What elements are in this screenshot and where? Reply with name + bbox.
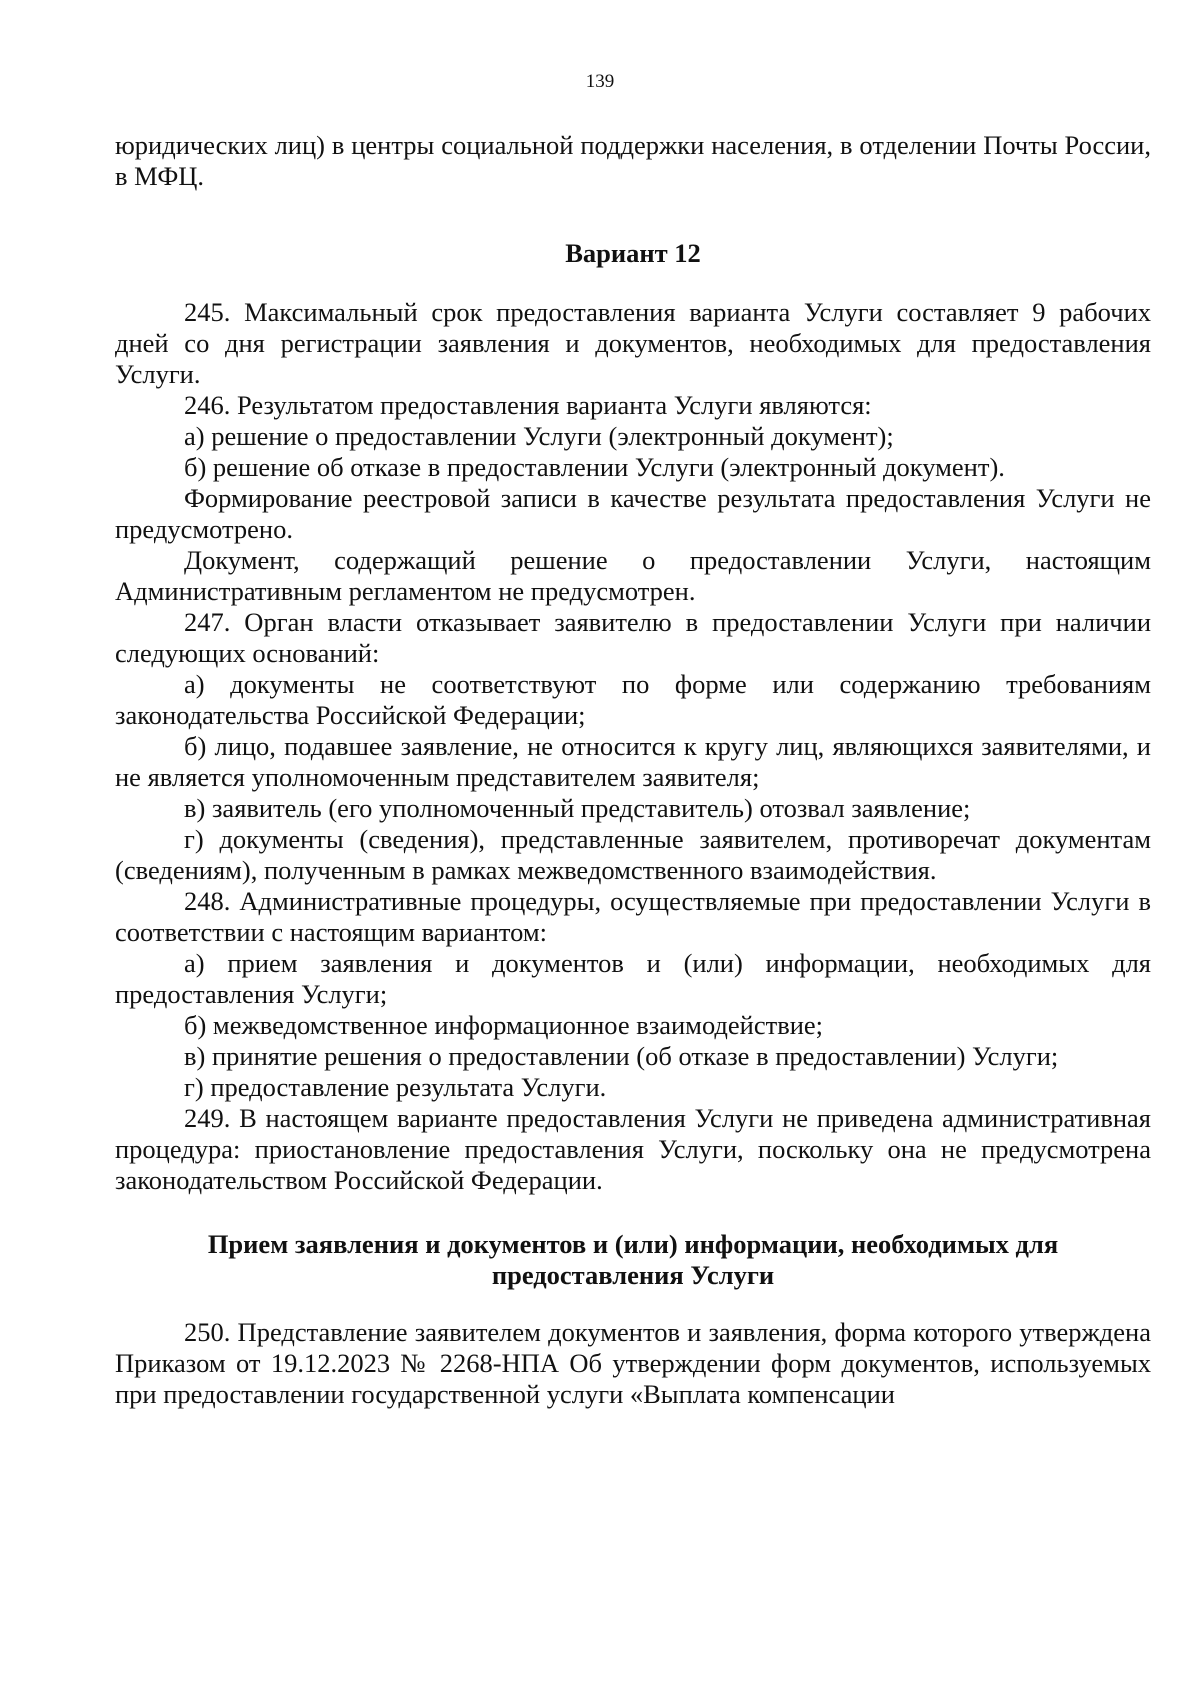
paragraph-249: 249. В настоящем варианте предоставления Услуги не приведена административная процедура: приостановление предоставления Услуги, поскольку она не предусмотрена законодательством Российской Федерации. — [115, 1103, 1151, 1195]
intro-paragraph: юридических лиц) в центры социальной поддержки населения, в отделении Почты России, в МФЦ. — [115, 130, 1151, 191]
list-item: а) документы не соответствуют по форме или содержанию требованиям законодательства Российской Федерации; — [115, 669, 1151, 730]
list-item: г) предоставление результата Услуги. — [184, 1072, 607, 1102]
paragraph-246: 246. Результатом предоставления варианта Услуги являются: — [184, 390, 872, 420]
paragraph-250: 250. Представление заявителем документов и заявления, форма которого утверждена Приказом от 19.12.2023 № 2268-НПА Об утверждении форм документов, используемых при предоставлении государственной услуги «Выплата компенсации — [115, 1317, 1151, 1409]
page-number: 139 — [585, 71, 615, 92]
document-body — [115, 130, 1151, 1410]
section-heading: Прием заявления и документов и (или) информации, необходимых для предоставления Услуги — [207, 1229, 1059, 1290]
list-item: б) решение об отказе в предоставлении Услуги (электронный документ). — [184, 452, 1005, 482]
variant-heading: Вариант 12 — [565, 238, 701, 268]
paragraph-248: 248. Административные процедуры, осуществляемые при предоставлении Услуги в соответствии с настоящим вариантом: — [115, 886, 1151, 947]
paragraph-document-note: Документ, содержащий решение о предоставлении Услуги, настоящим Административным регламентом не предусмотрен. — [115, 545, 1151, 606]
list-item: а) прием заявления и документов и (или) информации, необходимых для предоставления Услуги; — [115, 948, 1151, 1009]
paragraph-247: 247. Орган власти отказывает заявителю в предоставлении Услуги при наличии следующих оснований: — [115, 607, 1151, 668]
list-item: б) межведомственное информационное взаимодействие; — [184, 1010, 824, 1040]
list-item: г) документы (сведения), представленные заявителем, противоречат документам (сведениям), полученным в рамках межведомственного взаимодействия. — [115, 824, 1151, 885]
list-item: а) решение о предоставлении Услуги (электронный документ); — [184, 421, 894, 451]
paragraph-registry-note: Формирование реестровой записи в качестве результата предоставления Услуги не предусмотрено. — [115, 483, 1151, 544]
list-item: в) принятие решения о предоставлении (об отказе в предоставлении) Услуги; — [184, 1041, 1059, 1071]
list-item: б) лицо, подавшее заявление, не относится к кругу лиц, являющихся заявителями, и не является уполномоченным представителем заявителя; — [115, 731, 1151, 792]
list-item: в) заявитель (его уполномоченный представитель) отозвал заявление; — [184, 793, 971, 823]
paragraph-245: 245. Максимальный срок предоставления варианта Услуги составляет 9 рабочих дней со дня регистрации заявления и документов, необходимых для предоставления Услуги. — [115, 297, 1151, 389]
